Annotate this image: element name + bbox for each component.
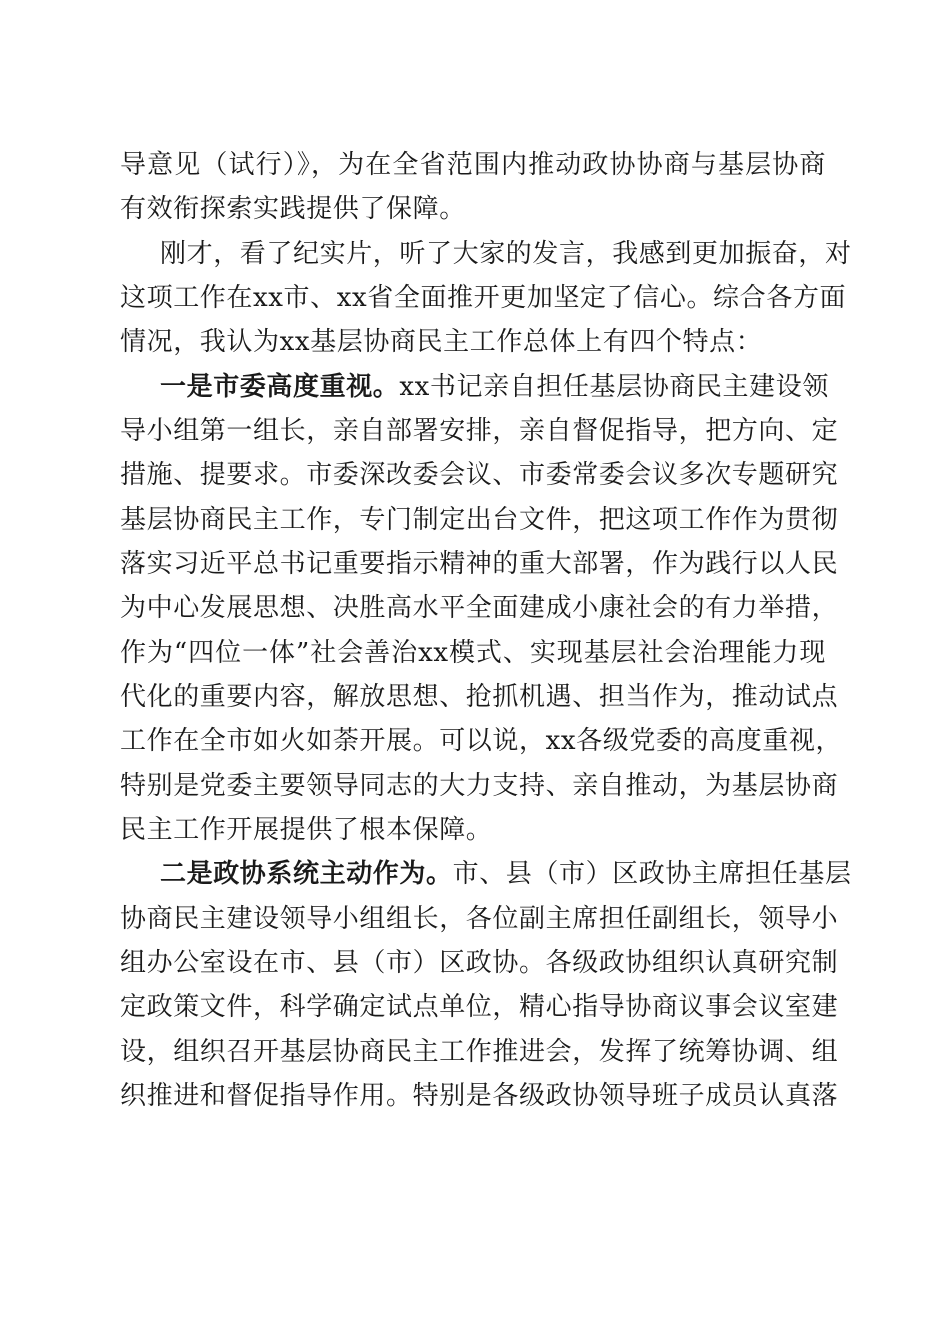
text-line: 情况，我认为xx基层协商民主工作总体上有四个特点： — [120, 327, 763, 357]
text-line: 有效衔探索实践提供了保障。 — [120, 194, 466, 224]
text-line: 定政策文件，科学确定试点单位，精心指导协商议事会议室建 — [120, 992, 839, 1022]
text-line: 落实习近平总书记重要指示精神的重大部署，作为践行以人民 — [120, 549, 839, 579]
section-heading: 一是市委高度重视。 — [160, 372, 400, 402]
line-body: xx书记亲自担任基层协商民主建设领 — [399, 372, 829, 402]
text-line: 这项工作在xx市、xx省全面推开更加坚定了信心。综合各方面 — [120, 283, 847, 313]
text-line: 特别是党委主要领导同志的大力支持、亲自推动，为基层协商 — [120, 771, 839, 801]
text-line: 基层协商民主工作，专门制定出台文件，把这项工作作为贯彻 — [120, 505, 839, 535]
text-line: 措施、提要求。市委深改委会议、市委常委会议多次专题研究 — [120, 460, 839, 490]
text-line: 设，组织召开基层协商民主工作推进会，发挥了统筹协调、组 — [120, 1037, 839, 1067]
text-line: 刚才，看了纪实片，听了大家的发言，我感到更加振奋，对 — [160, 239, 852, 269]
text-line: 导意见（试行）》，为在全省范围内推动政协协商与基层协商 — [120, 150, 826, 180]
text-line: 为中心发展思想、决胜高水平全面建成小康社会的有力举措， — [120, 593, 839, 623]
line-body: 市、县（市）区政协主席担任基层 — [452, 859, 852, 889]
text-line: 民主工作开展提供了根本保障。 — [120, 815, 493, 845]
text-line: 协商民主建设领导小组组长，各位副主席担任副组长，领导小 — [120, 904, 839, 934]
text-line: 导小组第一组长，亲自部署安排，亲自督促指导，把方向、定 — [120, 416, 839, 446]
text-line: 作为“四位一体”社会善治xx模式、实现基层社会治理能力现 — [120, 638, 826, 668]
text-line — [160, 852, 852, 896]
text-line: 组办公室设在市、县（市）区政协。各级政协组织认真研究制 — [120, 948, 839, 978]
text-line — [160, 365, 829, 409]
text-line: 工作在全市如火如荼开展。可以说，xx各级党委的高度重视， — [120, 726, 843, 756]
text-line: 代化的重要内容，解放思想、抢抓机遇、担当作为，推动试点 — [120, 682, 839, 712]
text-line: 织推进和督促指导作用。特别是各级政协领导班子成员认真落 — [120, 1081, 839, 1111]
section-heading: 二是政协系统主动作为。 — [160, 859, 453, 889]
